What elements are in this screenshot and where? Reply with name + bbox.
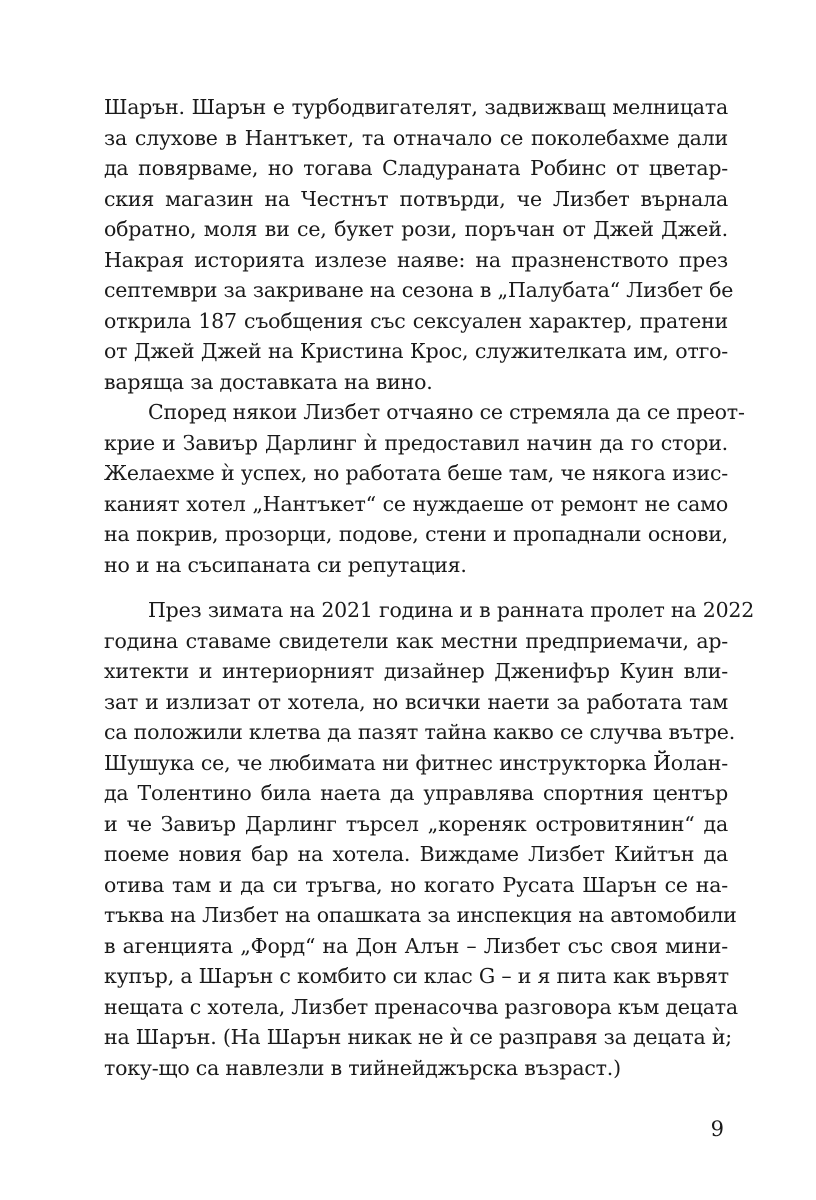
text-line: хитекти и интериорният дизайнер Дженифър Куин вли-: [104, 659, 728, 683]
text-line: за слухове в Нантъкет, та отначало се поколебахме дали: [104, 125, 728, 150]
text-line: Според някои Лизбет отчаяно се стремяла да се преот-: [148, 400, 745, 424]
text-line: септември за закриване на сезона в „Палубата“ Лизбет бе: [104, 278, 734, 302]
text-line: открила 187 съобщения със сексуален характер, пратени: [104, 308, 728, 333]
text-line: нещата с хотела, Лизбет пренасочва разговора към децата: [104, 994, 738, 1019]
text-line: да повярваме, но тогава Сладураната Робинс от цветар-: [104, 156, 728, 180]
text-line: Шушука се, че любимата ни фитнес инструкторка Йолан-: [104, 750, 728, 775]
text-line: Накрая историята излезе наяве: на празненството през: [104, 247, 728, 272]
text-line: варяща за доставката на вино.: [104, 369, 433, 394]
text-line: зат и излизат от хотела, но всички наети за работата там: [104, 689, 728, 714]
text-line: да Толентино била наета да управлява спортния център: [104, 781, 728, 805]
text-line: ския магазин на Честнът потвърди, че Лизбет върнала: [104, 186, 728, 211]
text-line: През зимата на 2021 година и в ранната пролет на 2022: [148, 598, 755, 622]
text-section-2: [104, 595, 755, 1083]
paragraph-1: [104, 92, 734, 397]
text-line: Желаехме ѝ успех, но работата беше там, че някогa изис-: [104, 461, 728, 485]
text-line: в агенцията „Форд“ на Дон Алън – Лизбет със своя мини-: [104, 933, 728, 958]
text-line: година ставаме свидетели как местни предприемачи, ар-: [104, 628, 728, 653]
text-line: от Джей Джей на Кристина Крос, служителката им, отго-: [104, 339, 728, 363]
text-line: но и на съсипаната си репутация.: [104, 552, 467, 577]
text-line: крие и Завиър Дарлинг ѝ предоставил начин да го стори.: [104, 430, 728, 455]
text-line: на Шарън. (На Шарън никак не ѝ се разправя за децата ѝ;: [104, 1025, 733, 1049]
text-line: купър, а Шарън с комбито си клас G – и я пита как вървят: [104, 964, 729, 988]
text-line: поеме новия бар на хотела. Виждаме Лизбет Кийтън да: [104, 842, 728, 866]
text-line: току-що са навлезли в тийнейджърска възраст.): [104, 1055, 621, 1080]
text-line: Шарън. Шарън е турбодвигателят, задвижващ мелницата: [104, 95, 728, 119]
text-line: каният хотел „Нантъкет“ се нуждаеше от ремонт не само: [104, 491, 728, 516]
text-line: обратно, моля ви се, букет рози, поръчан от Джей Джей.: [104, 217, 728, 241]
text-section-1: [104, 92, 745, 580]
page-number: 9: [710, 1117, 724, 1141]
text-line: на покрив, прозорци, подове, стени и пропаднали основи,: [104, 522, 728, 546]
text-line: отива там и да си тръгва, но когато Русата Шарън се на-: [104, 872, 728, 897]
text-line: тъква на Лизбет на опашката за инспекция на автомобили: [104, 903, 737, 927]
text-line: и че Завиър Дарлинг търсел „кореняк островитянин“ да: [104, 811, 728, 836]
paragraph-2: [104, 397, 745, 580]
paragraph-3: [104, 595, 755, 1083]
text-line: са положили клетва да пазят тайна какво се случва вътре.: [104, 720, 736, 744]
